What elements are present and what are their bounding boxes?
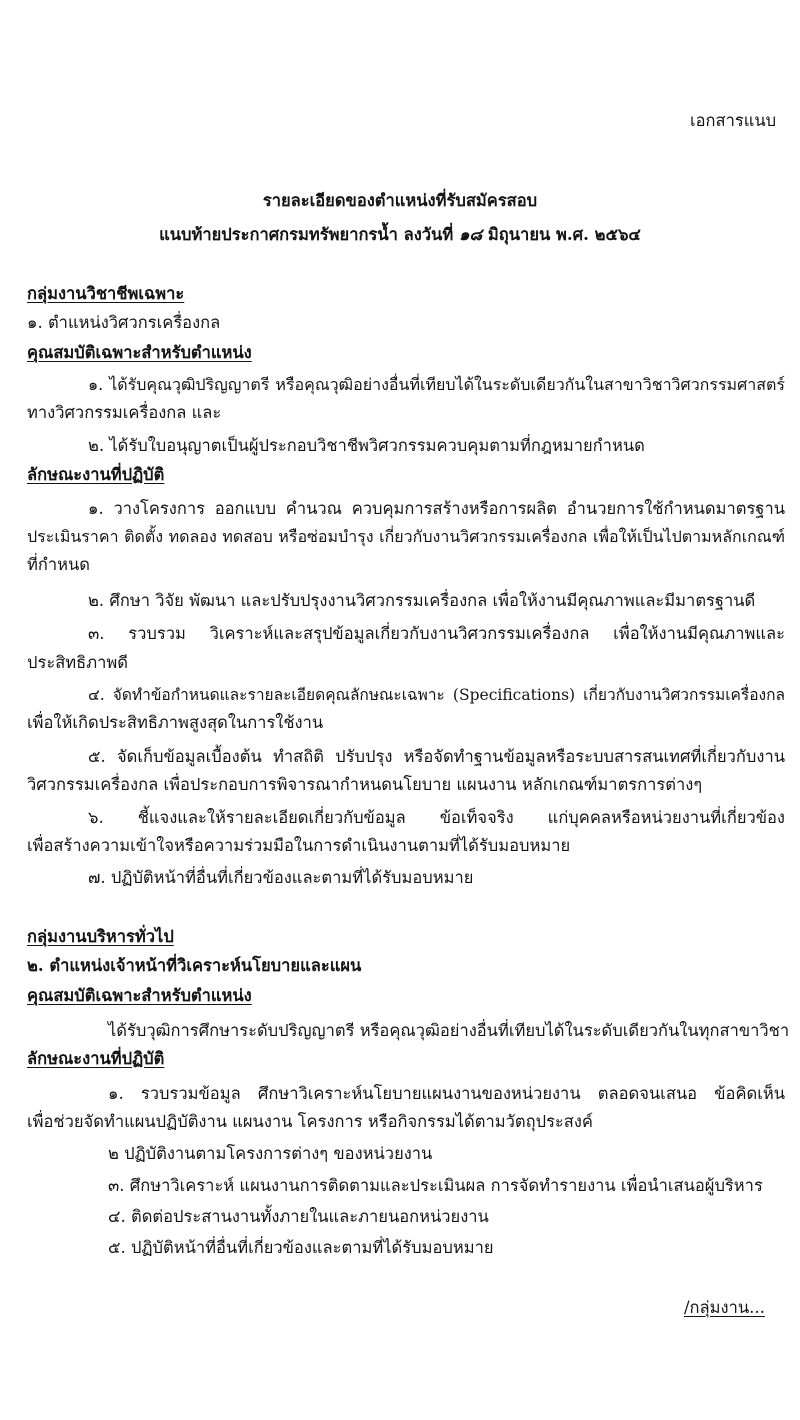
section1-qualification-1: ๑. ได้รับคุณวุฒิปริญญาตรี หรือคุณวุฒิอย่างอื่นที่เทียบได้ในระดับเดียวกันในสาขาวิชาวิศวกรรมศาสตร์ xyxy=(88,375,785,394)
section1-duty-7: ๗. ปฏิบัติหน้าที่อื่นที่เกี่ยวข้องและตามที่ได้รับมอบหมาย xyxy=(88,868,474,887)
subtitle-prefix: แนบท้ายประกาศกรมทรัพยากรน้ำ ลงวันที่ xyxy=(159,225,454,244)
section1-duty-2: ๒. ศึกษา วิจัย พัฒนา และปรับปรุงงานวิศวกรรมเครื่องกล เพื่อให้งานมีคุณภาพและมีมาตรฐานดี xyxy=(88,591,756,610)
section2-qualification-heading: คุณสมบัติเฉพาะสำหรับตำแหน่ง xyxy=(27,986,252,1005)
subtitle-day-handwritten: ๑๘ xyxy=(458,225,483,244)
section1-qualification-1-cont: ทางวิศวกรรมเครื่องกล และ xyxy=(27,403,222,422)
section1-duty-1-cont2: ที่กำหนด xyxy=(27,555,91,574)
section1-duty-4: ๔. จัดทำข้อกำหนดและรายละเอียดคุณลักษณะเฉพาะ (Specifications) เกี่ยวกับงานวิศวกรรมเครื่องกล xyxy=(88,686,785,704)
section2-duty-1: ๑. รวบรวมข้อมูล ศึกษาวิเคราะห์นโยบายแผนงานของหน่วยงาน ตลอดจนเสนอ ข้อคิดเห็น xyxy=(108,1084,785,1103)
section1-position-title: ๑. ตำแหน่งวิศวกรเครื่องกล xyxy=(27,313,221,332)
section1-duty-5: ๕. จัดเก็บข้อมูลเบื้องต้น ทำสถิติ ปรับปรุง หรือจัดทำฐานข้อมูลหรือระบบสารสนเทศที่เกี่ยวกับงาน xyxy=(88,747,785,766)
section2-position-title: ๒. ตำแหน่งเจ้าหน้าที่วิเคราะห์นโยบายและแผน xyxy=(27,956,362,975)
section2-group-heading: กลุ่มงานบริหารทั่วไป xyxy=(27,927,174,946)
section1-duty-3-cont: ประสิทธิภาพดี xyxy=(27,653,128,672)
section2-duty-5: ๕. ปฏิบัติหน้าที่อื่นที่เกี่ยวข้องและตามที่ได้รับมอบหมาย xyxy=(108,1238,494,1257)
section1-qualification-2: ๒. ได้รับใบอนุญาตเป็นผู้ประกอบวิชาชีพวิศวกรรมควบคุมตามที่กฎหมายกำหนด xyxy=(88,436,645,455)
section2-qualification: ได้รับวุฒิการศึกษาระดับปริญญาตรี หรือคุณวุฒิอย่างอื่นที่เทียบได้ในระดับเดียวกันในทุกสาขาวิชา xyxy=(108,1021,790,1040)
section1-duties-heading: ลักษณะงานที่ปฏิบัติ xyxy=(27,465,165,484)
subtitle-suffix: มิถุนายน พ.ศ. ๒๕๖๔ xyxy=(487,225,641,244)
section2-duty-4: ๔. ติดต่อประสานงานทั้งภายในและภายนอกหน่วยงาน xyxy=(108,1207,489,1226)
section2-duty-2: ๒ ปฏิบัติงานตามโครงการต่างๆ ของหน่วยงาน xyxy=(108,1144,433,1163)
section1-duty-6-cont: เพื่อสร้างความเข้าใจหรือความร่วมมือในการดำเนินงานตามที่ได้รับมอบหมาย xyxy=(27,836,571,855)
document-title: รายละเอียดของตำแหน่งที่รับสมัครสอบ xyxy=(262,191,538,210)
section1-duty-1: ๑. วางโครงการ ออกแบบ คำนวณ ควบคุมการสร้างหรือการผลิต อำนวยการใช้กำหนดมาตรฐาน xyxy=(88,499,785,518)
attachment-label: เอกสารแนบ xyxy=(690,111,777,130)
section1-duty-1-cont: ประเมินราคา ติดตั้ง ทดลอง ทดสอบ หรือซ่อมบำรุง เกี่ยวกับงานวิศวกรรมเครื่องกล เพื่อให้เป็นไปตามหลักเกณฑ์ xyxy=(27,527,785,546)
section1-group-heading: กลุ่มงานวิชาชีพเฉพาะ xyxy=(27,284,185,303)
continuation-marker: /กลุ่มงาน... xyxy=(684,1298,765,1317)
section1-duty-5-cont: วิศวกรรมเครื่องกล เพื่อประกอบการพิจารณากำหนดนโยบาย แผนงาน หลักเกณฑ์มาตรการต่างๆ xyxy=(27,775,703,794)
section1-qualification-heading: คุณสมบัติเฉพาะสำหรับตำแหน่ง xyxy=(27,343,252,362)
section1-duty-6: ๖. ชี้แจงและให้รายละเอียดเกี่ยวกับข้อมูล ข้อเท็จจริง แก่บุคคลหรือหน่วยงานที่เกี่ยวข้อง xyxy=(88,808,785,827)
section1-duty-3: ๓. รวบรวม วิเคราะห์และสรุปข้อมูลเกี่ยวกับงานวิศวกรรมเครื่องกล เพื่อให้งานมีคุณภาพและ xyxy=(88,624,785,643)
section1-duty-4-cont: เพื่อให้เกิดประสิทธิภาพสูงสุดในการใช้งาน xyxy=(27,713,324,732)
section2-duty-1-cont: เพื่อช่วยจัดทำแผนปฏิบัติงาน แผนงาน โครงการ หรือกิจกรรมได้ตามวัตถุประสงค์ xyxy=(27,1112,593,1131)
section2-duties-heading: ลักษณะงานที่ปฏิบัติ xyxy=(27,1049,165,1068)
document-subtitle xyxy=(0,224,800,246)
section2-duty-3: ๓. ศึกษาวิเคราะห์ แผนงานการติดตามและประเมินผล การจัดทำรายงาน เพื่อนำเสนอผู้บริหาร xyxy=(108,1176,763,1195)
